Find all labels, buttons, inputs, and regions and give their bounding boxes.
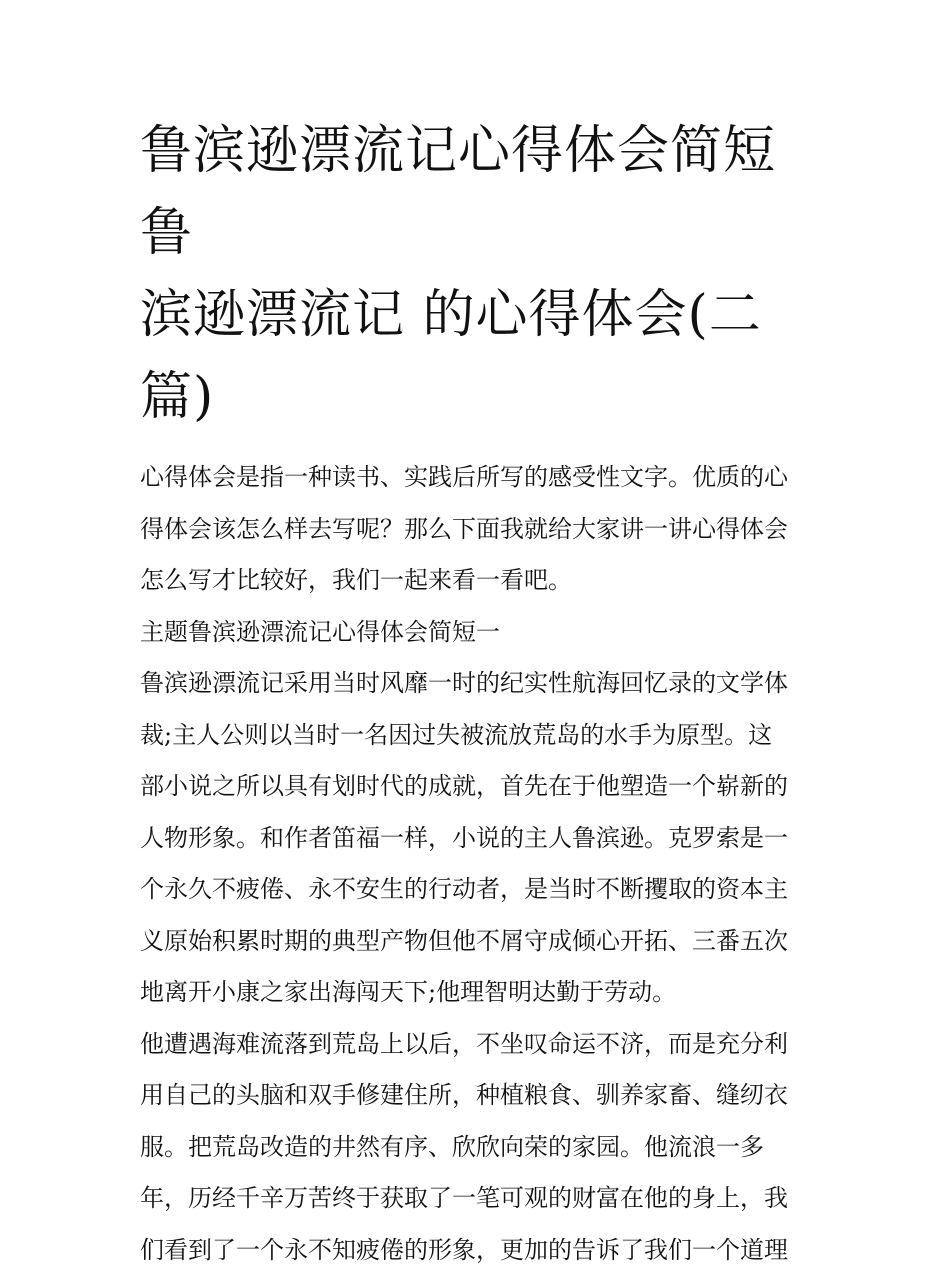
body-line: 义原始积累时期的典型产物但他不屑守成倾心开拓、三番五次 xyxy=(140,916,812,968)
body-line: 心得体会是指一种读书、实践后所写的感受性文字。优质的心 xyxy=(140,452,812,504)
body-line: 鲁滨逊漂流记采用当时风靡一时的纪实性航海回忆录的文学体 xyxy=(140,658,812,710)
body-line: 他遭遇海难流落到荒岛上以后，不坐叹命运不济，而是充分利 xyxy=(140,1019,812,1071)
body-line: 个永久不疲倦、永不安生的行动者，是当时不断攫取的资本主 xyxy=(140,864,812,916)
title-line-2: 滨逊漂流记 的心得体会(二篇) xyxy=(140,274,812,438)
body-line: 年，历经千辛万苦终于获取了一笔可观的财富在他的身上，我 xyxy=(140,1173,812,1225)
document-title xyxy=(140,110,812,438)
body-line: 用自己的头脑和双手修建住所，种植粮食、驯养家畜、缝纫衣 xyxy=(140,1070,812,1122)
body-line: 们看到了一个永不知疲倦的形象，更加的告诉了我们一个道理 xyxy=(140,1225,812,1276)
title-line-1: 鲁滨逊漂流记心得体会简短 鲁 xyxy=(140,110,812,274)
document-body xyxy=(140,452,812,1276)
body-line: 地离开小康之家出海闯天下;他理智明达勤于劳动。 xyxy=(140,967,812,1019)
body-line: 怎么写才比较好，我们一起来看一看吧。 xyxy=(140,555,812,607)
section-heading: 主题鲁滨逊漂流记心得体会简短一 xyxy=(140,607,812,659)
body-line: 得体会该怎么样去写呢？那么下面我就给大家讲一讲心得体会 xyxy=(140,504,812,556)
body-line: 人物形象。和作者笛福一样，小说的主人鲁滨逊。克罗索是一 xyxy=(140,813,812,865)
body-line: 服。把荒岛改造的井然有序、欣欣向荣的家园。他流浪一多 xyxy=(140,1122,812,1174)
document-page xyxy=(140,110,812,1276)
body-line: 部小说之所以具有划时代的成就，首先在于他塑造一个崭新的 xyxy=(140,761,812,813)
body-line: 裁;主人公则以当时一名因过失被流放荒岛的水手为原型。这 xyxy=(140,710,812,762)
